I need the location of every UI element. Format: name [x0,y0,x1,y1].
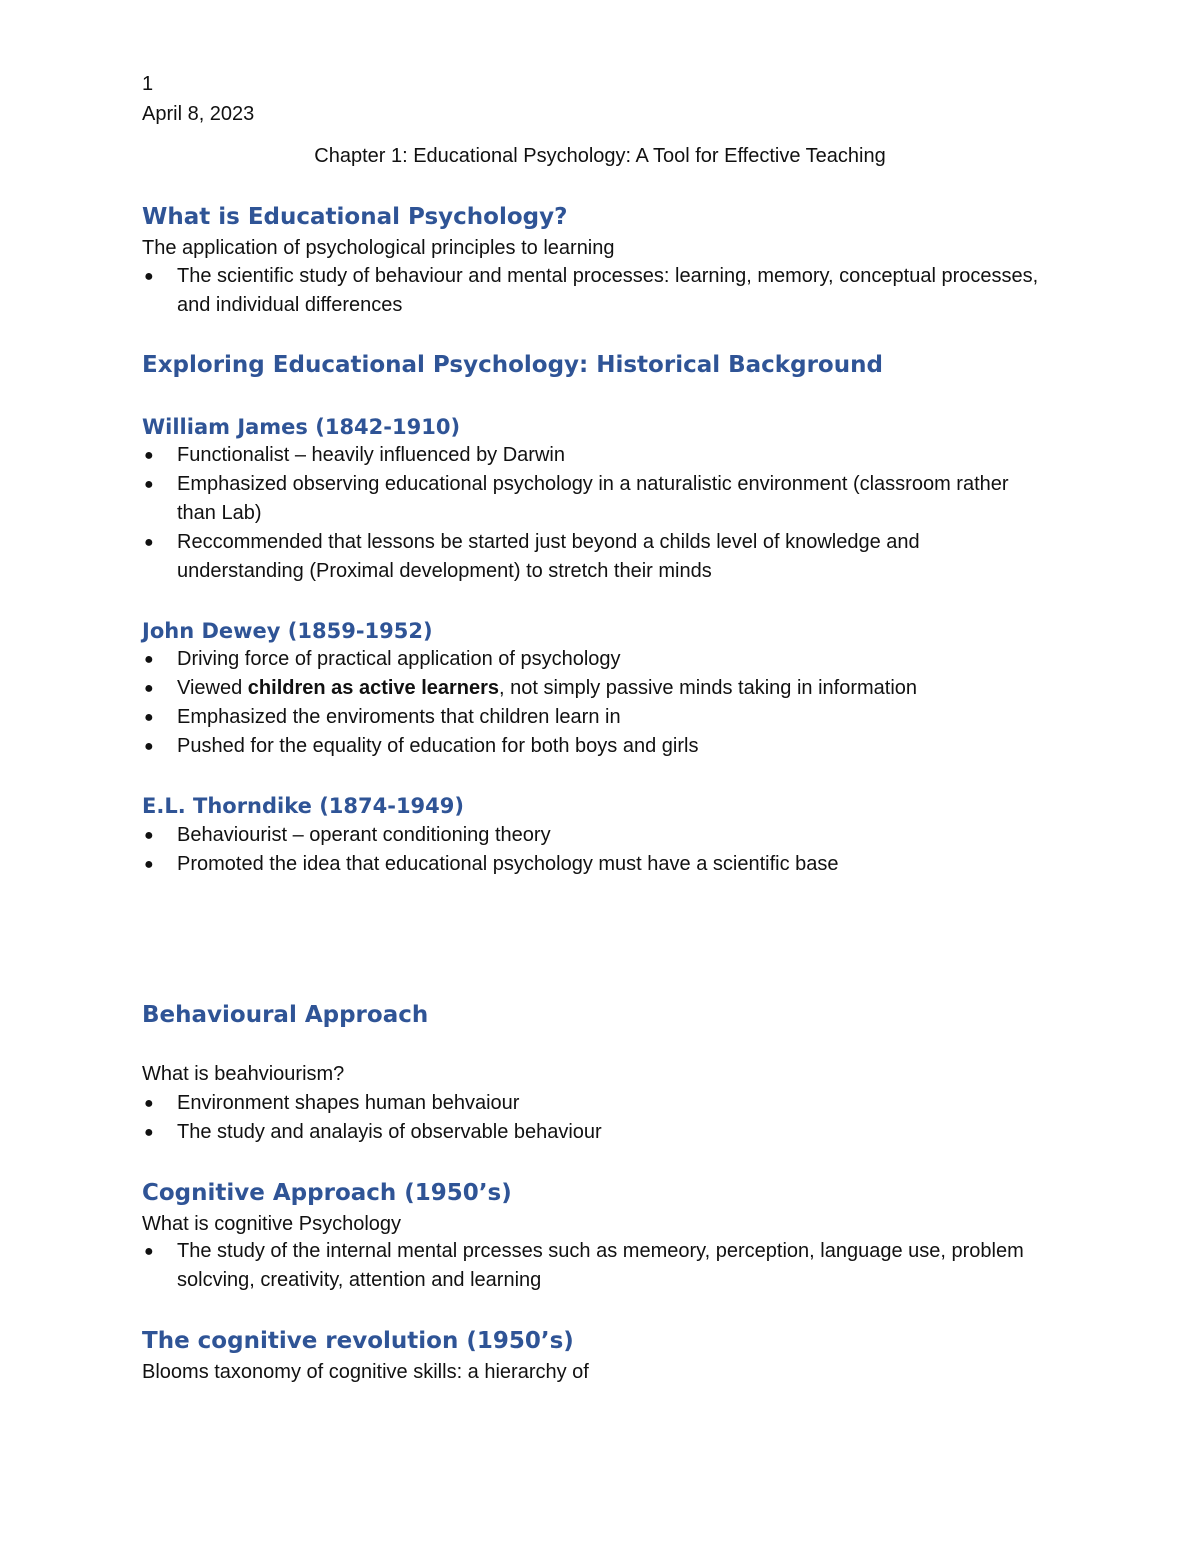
james-list [142,441,1042,586]
bullet-icon: ● [144,447,154,464]
heading-history: Exploring Educational Psychology: Historical Background [142,352,883,378]
list-item: ● The study and analayis of observable behaviour [142,1118,1042,1147]
list-item: ● The study of the internal mental prcesses such as memeory, perception, language use, problem solcving, creativity, attention and learning [142,1237,1042,1295]
list-item: ● Driving force of practical application of psychology [142,645,1042,674]
bullet-icon: ● [144,268,154,285]
thorndike-list [142,821,1042,879]
bullet-icon: ● [144,738,154,755]
list-item: ● Reccommended that lessons be started just beyond a childs level of knowledge and understanding (Proximal development) to stretch their minds [142,528,1042,586]
heading-what-is: What is Educational Psychology? [142,204,568,230]
what-is-list [142,262,1042,320]
bullet-icon: ● [144,534,154,551]
document-title: Chapter 1: Educational Psychology: A Tool for Effective Teaching [314,145,886,167]
heading-cognitive: Cognitive Approach (1950’s) [142,1180,512,1206]
list-item: ● Viewed children as active learners, not simply passive minds taking in information [142,674,1042,703]
cognitive-list [142,1237,1042,1295]
bullet-icon: ● [144,709,154,726]
bullet-icon: ● [144,651,154,668]
date: April 8, 2023 [142,103,255,125]
list-item: ● Functionalist – heavily influenced by Darwin [142,441,1042,470]
behavioural-question: What is beahviourism? [142,1063,345,1085]
heading-john-dewey: John Dewey (1859-1952) [142,619,433,643]
list-item: ● The scientific study of behaviour and mental processes: learning, memory, conceptual processes, and individual differences [142,262,1042,320]
list-item: ● Emphasized the enviroments that children learn in [142,703,1042,732]
revolution-text: Blooms taxonomy of cognitive skills: a hierarchy of [142,1361,589,1383]
bullet-icon: ● [144,680,154,697]
dewey-list [142,645,1042,761]
list-item: ● Pushed for the equality of education for both boys and girls [142,732,1042,761]
heading-behavioural: Behavioural Approach [142,1002,429,1028]
what-is-intro: The application of psychological principles to learning [142,237,615,259]
list-item: ● Promoted the idea that educational psychology must have a scientific base [142,850,1042,879]
bullet-icon: ● [144,1243,154,1260]
bullet-icon: ● [144,1095,154,1112]
list-item: ● Environment shapes human behvaiour [142,1089,1042,1118]
bullet-icon: ● [144,856,154,873]
behavioural-list [142,1089,1042,1147]
heading-william-james: William James (1842-1910) [142,415,461,439]
heading-thorndike: E.L. Thorndike (1874-1949) [142,794,464,818]
page-number: 1 [142,73,154,95]
bullet-icon: ● [144,827,154,844]
bullet-icon: ● [144,476,154,493]
bullet-icon: ● [144,1124,154,1141]
cognitive-question: What is cognitive Psychology [142,1213,402,1235]
list-item: ● Emphasized observing educational psychology in a naturalistic environment (classroom rather than Lab) [142,470,1042,528]
heading-cognitive-revolution: The cognitive revolution (1950’s) [142,1328,574,1354]
list-item: ● Behaviourist – operant conditioning theory [142,821,1042,850]
